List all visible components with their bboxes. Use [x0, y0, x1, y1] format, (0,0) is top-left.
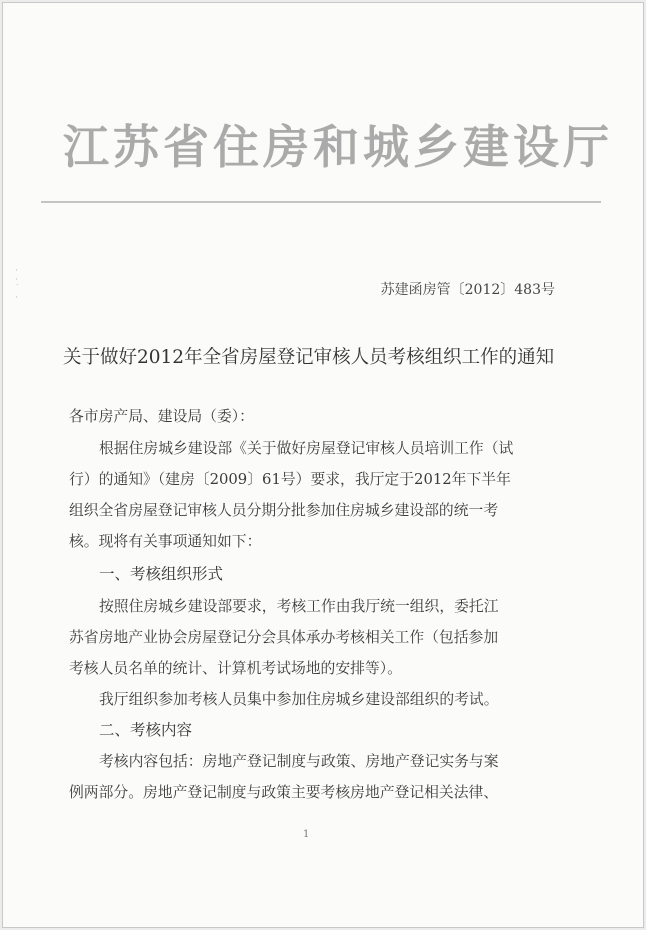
scan-specks: · · ˙ · [15, 266, 20, 303]
paragraph-line: 根据住房城乡建设部《关于做好房屋登记审核人员培训工作（试 [99, 440, 514, 457]
paragraph-line: 考核内容包括：房地产登记制度与政策、房地产登记实务与案 [99, 753, 499, 770]
letterhead-rule [41, 201, 601, 203]
paragraph-line: 组织全省房屋登记审核人员分期分批参加住房城乡建设部的统一考 [69, 502, 499, 519]
salutation: 各市房产局、建设局（委）： [69, 408, 254, 425]
paragraph-line: 考核人员名单的统计、计算机考试场地的安排等）。 [69, 660, 402, 677]
paragraph-line: 行）的通知》（建房〔2009〕61号）要求，我厅定于2012年下半年 [69, 471, 511, 488]
document-title: 关于做好2012年全省房屋登记审核人员考核组织工作的通知 [63, 347, 555, 368]
paragraph-line: 核。现将有关事项通知如下： [69, 533, 262, 550]
page-mark: 1 [303, 829, 310, 840]
paragraph-line: 我厅组织参加考核人员集中参加住房城乡建设部组织的考试。 [99, 691, 499, 708]
paragraph-line: 苏省房地产业协会房屋登记分会具体承办考核相关工作（包括参加 [69, 629, 499, 646]
document-page [2, 2, 644, 928]
section-heading: 一、考核组织形式 [99, 565, 224, 583]
document-number: 苏建函房管〔2012〕483号 [380, 282, 555, 298]
section-heading: 二、考核内容 [99, 721, 193, 739]
paragraph-line: 按照住房城乡建设部要求，考核工作由我厅统一组织，委托江 [99, 598, 499, 615]
paragraph-line: 例两部分。房地产登记制度与政策主要考核房地产登记相关法律、 [69, 784, 499, 801]
letterhead: 江苏省住房和城乡建设厅 [63, 120, 613, 174]
